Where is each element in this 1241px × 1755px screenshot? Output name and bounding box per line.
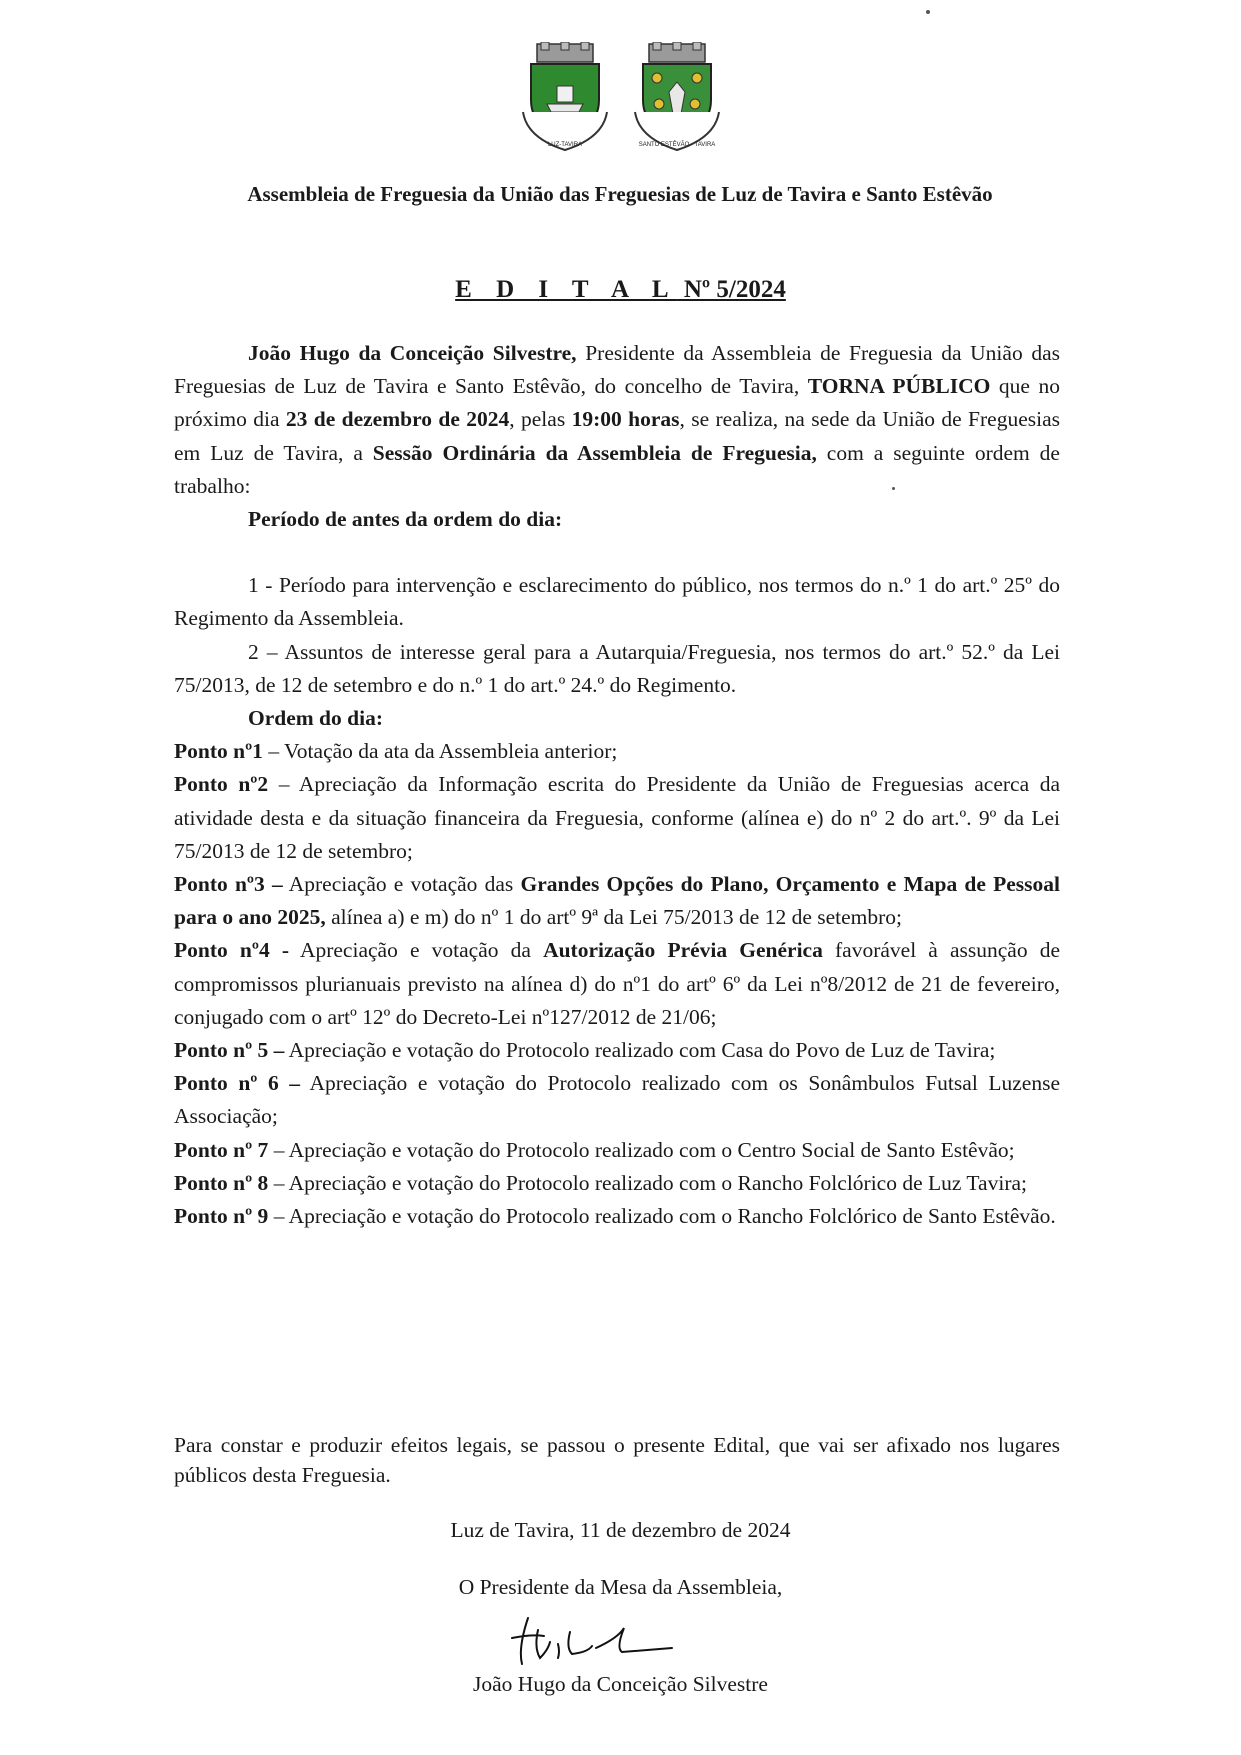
intro-text: com a seguinte ordem de trabalho: xyxy=(174,440,1060,498)
antes-item-1: 1 - Período para intervenção e esclarecimento do público, nos termos do n.º 1 do art.º 25º do Regimento da Assembleia. xyxy=(174,573,1060,631)
agenda-item-1 xyxy=(174,735,1060,768)
agenda-item-3 xyxy=(174,868,1060,934)
closing-paragraph xyxy=(174,1430,1060,1490)
agenda-label: Ponto nº3 – xyxy=(174,872,283,897)
agenda-item-5 xyxy=(174,1034,1060,1067)
agenda-text: Apreciação e votação das xyxy=(282,872,521,897)
session-time: 19:00 horas xyxy=(571,407,680,432)
intro-text: que no próximo dia xyxy=(174,374,1061,432)
agenda-label: Ponto nº 5 – xyxy=(174,1038,285,1063)
closing-text: Para constar e produzir efeitos legais, se passou o presente Edital, que vai ser afixado nos lugares públicos desta Freguesia. xyxy=(174,1433,1060,1487)
agenda-label: Ponto nº 8 xyxy=(174,1170,269,1195)
intro-paragraph xyxy=(174,337,1060,503)
crest-left-motto: LUZ-TAVIRA xyxy=(547,142,582,148)
santo-estevao-crest xyxy=(629,42,725,160)
agenda-text: – Apreciação e votação do Protocolo realizado com o Rancho Folclórico de Santo Estêvão. xyxy=(268,1204,1056,1229)
signatory-role: O Presidente da Mesa da Assembleia, xyxy=(458,1575,783,1599)
agenda-item-4 xyxy=(174,934,1060,1034)
place-date: Luz de Tavira, 11 de dezembro de 2024 xyxy=(450,1518,791,1542)
agenda-text: – Votação da ata da Assembleia anterior; xyxy=(262,739,618,764)
agenda-item-6 xyxy=(174,1067,1060,1133)
intro-text: , se realiza, na sede da União de Freguesias em Luz de Tavira, a xyxy=(174,407,1061,465)
president-name: João Hugo da Conceição Silvestre, xyxy=(248,341,577,365)
scan-speck xyxy=(892,487,895,490)
agenda-bold: Grandes Opções do Plano, Orçamento e Mapa de Pessoal para o ano 2025, xyxy=(174,872,1060,930)
edital-title xyxy=(0,276,1241,304)
intro-text: Presidente da Assembleia de Freguesia da União das Freguesias de Luz de Tavira e Santo Estêvão, do concelho de Tavira, xyxy=(174,341,1060,399)
crests xyxy=(0,42,1241,160)
agenda-text: – Apreciação e votação do Protocolo realizado com o Centro Social de Santo Estêvão; xyxy=(268,1137,1015,1162)
scan-speck xyxy=(926,10,930,14)
agenda-label: Ponto nº 7 xyxy=(174,1137,269,1162)
agenda-text: – Apreciação e votação do Protocolo realizado com o Rancho Folclórico de Luz Tavira; xyxy=(268,1170,1027,1195)
agenda-label: Ponto nº4 - xyxy=(174,938,289,963)
crest-right-motto: SANTO ESTÊVÃO - TAVIRA xyxy=(638,142,715,148)
agenda-item-2 xyxy=(174,768,1060,868)
assembly-title: Assembleia de Freguesia da União das Freguesias de Luz de Tavira e Santo Estêvão xyxy=(247,182,993,206)
session-name: Sessão Ordinária da Assembleia de Freguesia, xyxy=(372,440,817,465)
handwritten-signature xyxy=(488,1608,688,1668)
signatory-name: João Hugo da Conceição Silvestre xyxy=(473,1672,768,1696)
agenda-text: alínea a) e m) do nº 1 do artº 9ª da Lei 75/2013 de 12 de setembro; xyxy=(325,905,903,930)
agenda-bold: Autorização Prévia Genérica xyxy=(543,938,823,963)
agenda-item-9 xyxy=(174,1200,1060,1233)
edital-word: E D I T A L xyxy=(455,276,678,303)
agenda-label: Ponto nº 6 – xyxy=(174,1071,301,1096)
intro-text: , pelas xyxy=(509,407,572,432)
ordem-heading: Ordem do dia: xyxy=(248,706,383,731)
agenda-label: Ponto nº2 xyxy=(174,772,269,797)
intro-bold: TORNA PÚBLICO xyxy=(807,374,991,399)
agenda-item-8 xyxy=(174,1167,1060,1200)
edital-body xyxy=(174,337,1060,1233)
agenda-text: Apreciação e votação do Protocolo realizado com os Sonâmbulos Futsal Luzense Associação; xyxy=(174,1071,1060,1129)
agenda-label: Ponto nº 9 xyxy=(174,1204,269,1229)
session-date: 23 de dezembro de 2024 xyxy=(285,407,510,432)
agenda-text: Apreciação e votação da xyxy=(289,938,544,963)
agenda-text: – Apreciação da Informação escrita do Presidente da União de Freguesias acerca da atividade desta e da situação financeira da Freguesia, conforme (alínea e) do nº 2 do art.º. 9º da Lei 75/2013 de 12 de setembro; xyxy=(174,772,1061,863)
luz-de-tavira-crest xyxy=(517,42,613,160)
spacer xyxy=(174,536,1060,569)
agenda-text: favorável à assunção de compromissos plurianuais previsto na alínea d) do nº1 do artº 6º da Lei nº8/2012 de 21 de fevereiro, conjugado com o artº 12º do Decreto-Lei nº127/2012 de 21/06; xyxy=(174,938,1061,1029)
agenda-text: Apreciação e votação do Protocolo realizado com Casa do Povo de Luz de Tavira; xyxy=(284,1038,996,1063)
edital-number: Nº 5/2024 xyxy=(677,276,786,303)
agenda-label: Ponto nº1 xyxy=(174,739,263,764)
agenda-item-7 xyxy=(174,1134,1060,1167)
antes-heading: Período de antes da ordem do dia: xyxy=(248,507,563,532)
antes-item-2: 2 – Assuntos de interesse geral para a Autarquia/Freguesia, nos termos do art.º 52.º da Lei 75/2013, de 12 de setembro e do n.º 1 do art.º 24.º do Regimento. xyxy=(174,639,1060,697)
